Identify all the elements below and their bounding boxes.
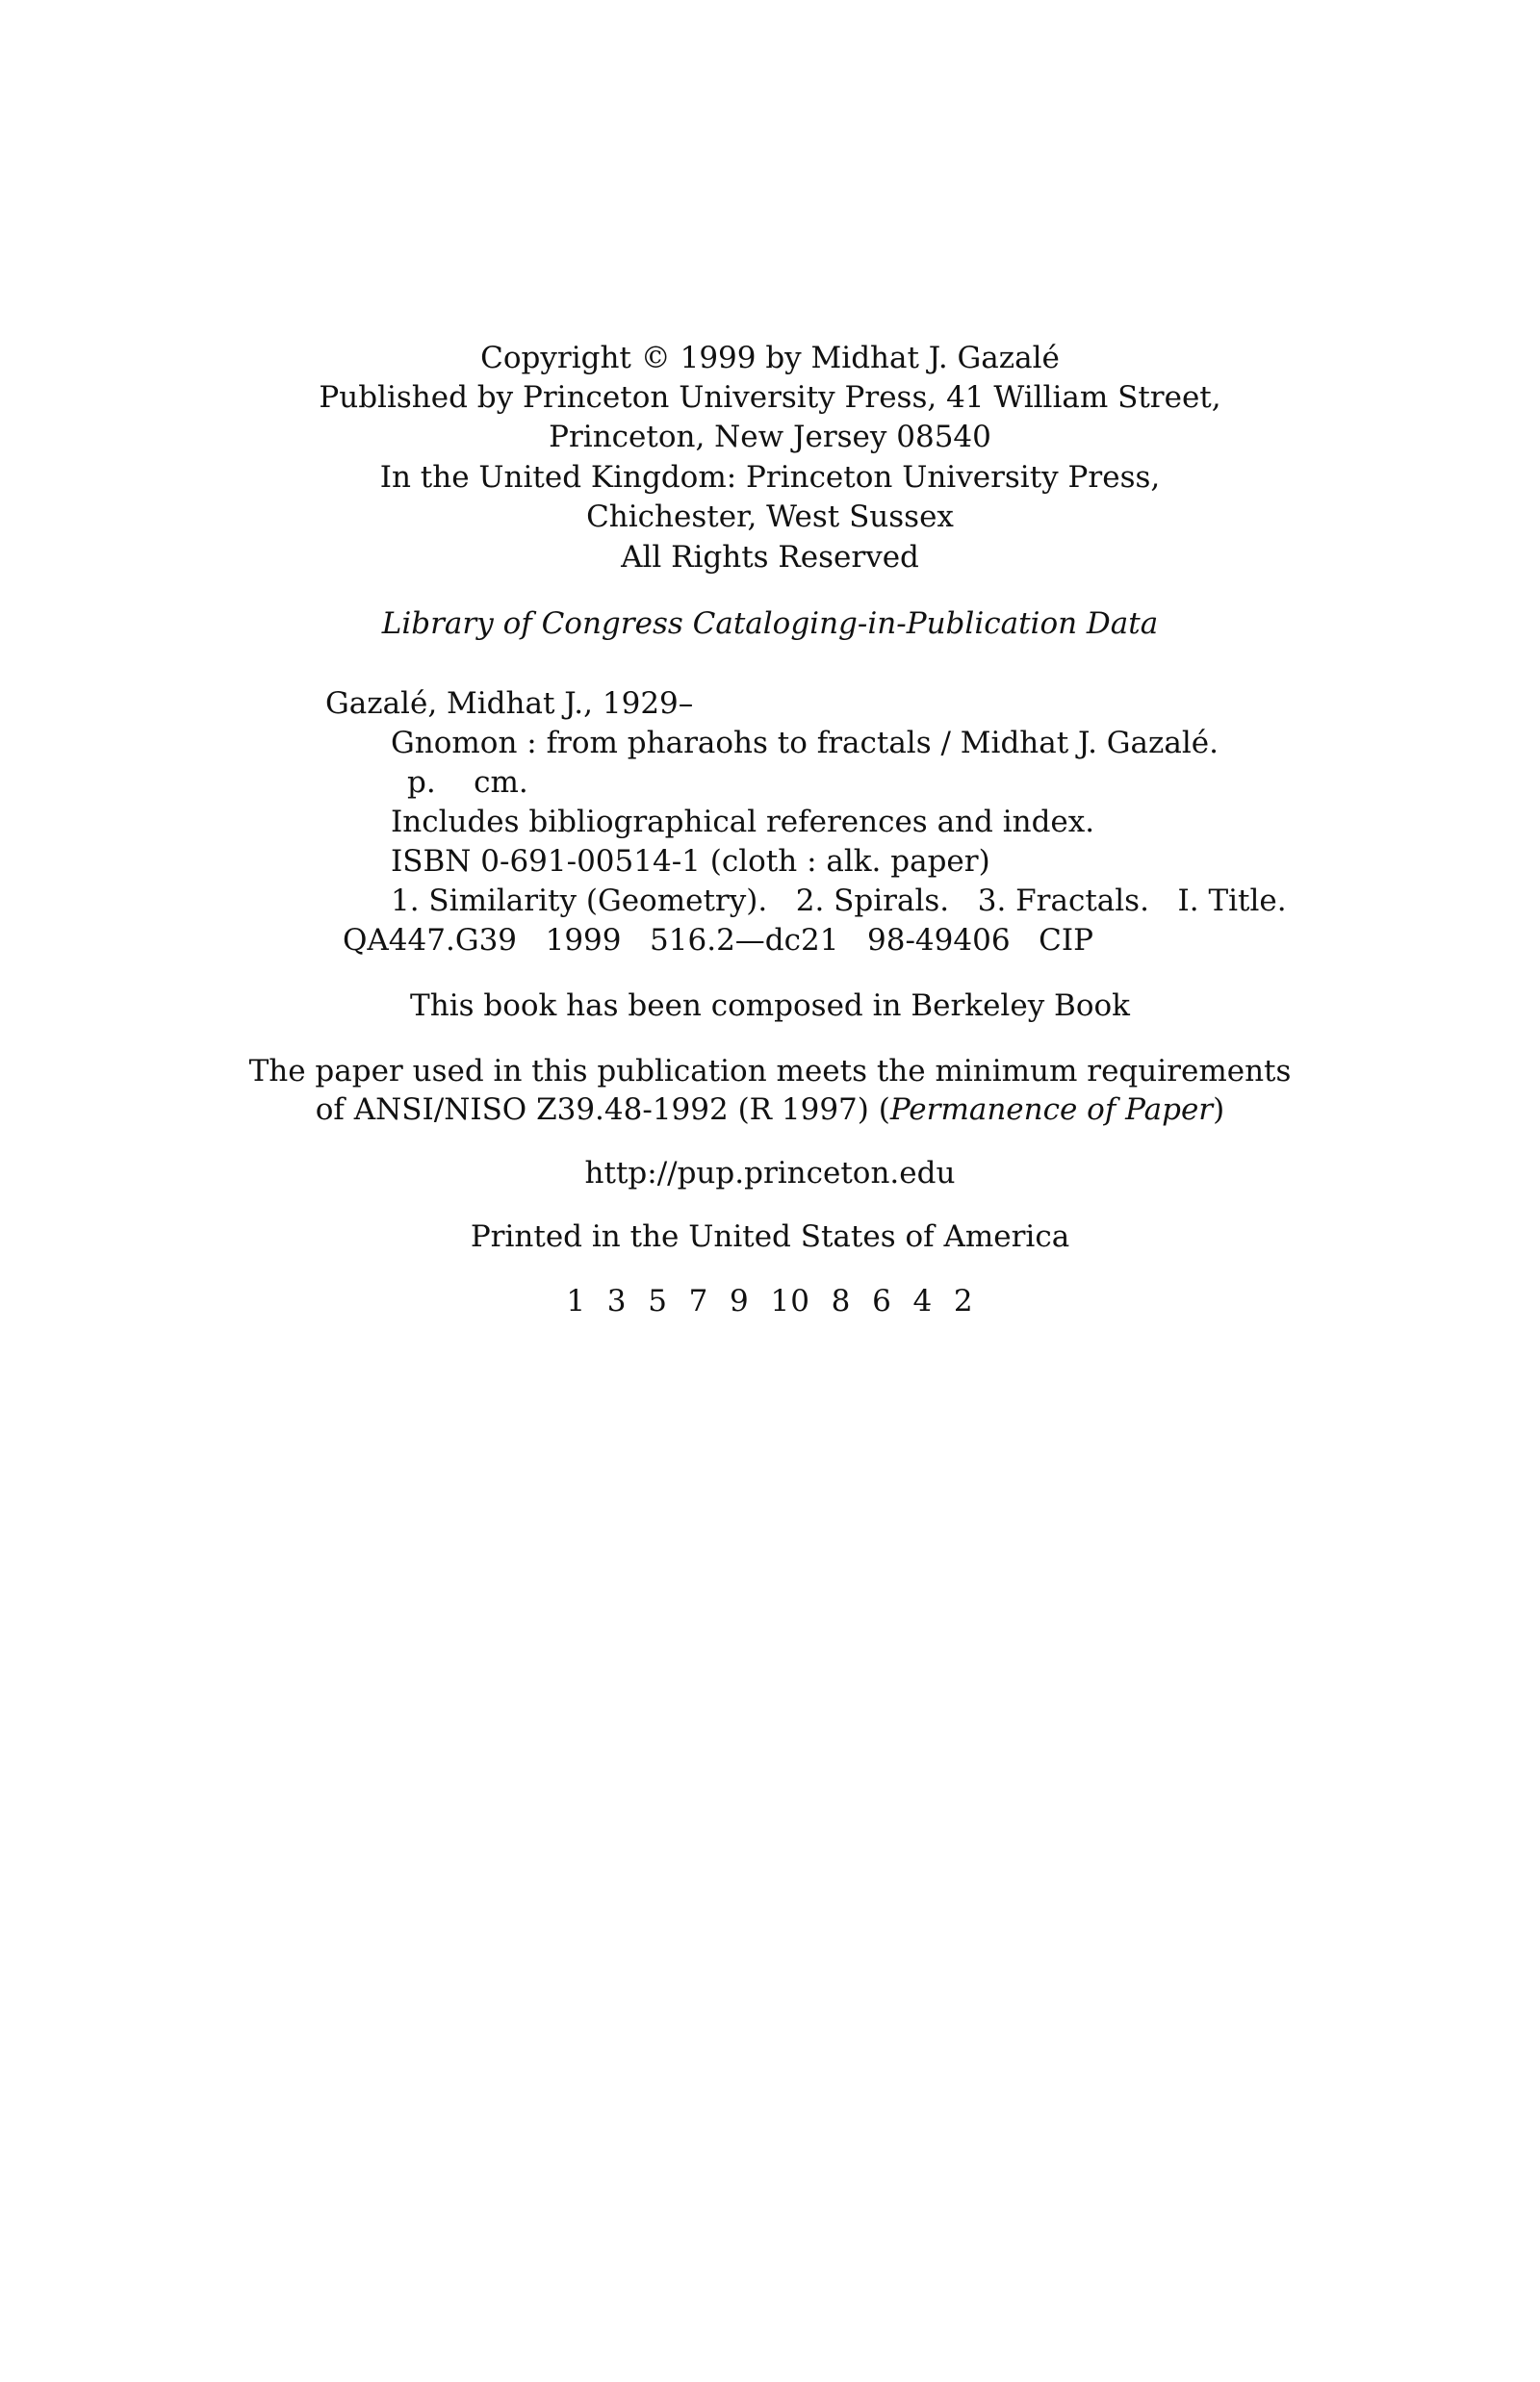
cip-title: Gnomon : from pharaohs to fractals / Midhat J. Gazalé. xyxy=(391,726,1219,760)
cip-heading: Library of Congress Cataloging-in-Publication Data xyxy=(381,606,1159,641)
publisher-address-line: Princeton, New Jersey 08540 xyxy=(549,420,991,454)
cip-physical: p. cm. xyxy=(407,765,528,800)
copyright-line: Copyright © 1999 by Midhat J. Gazalé xyxy=(480,341,1060,375)
paper-line-2-prefix: of ANSI/NISO Z39.48-1992 (R 1997) ( xyxy=(315,1092,890,1127)
permanence-of-paper: Permanence of Paper xyxy=(889,1092,1214,1127)
paper-line-2 xyxy=(0,1090,1540,1129)
publisher-url: http://pup.princeton.edu xyxy=(584,1156,956,1191)
typeface-note: This book has been composed in Berkeley Book xyxy=(410,988,1130,1023)
paper-line-1: The paper used in this publication meets the minimum requirements xyxy=(248,1054,1292,1089)
rights-line: All Rights Reserved xyxy=(621,540,919,575)
printed-in-line: Printed in the United States of America xyxy=(470,1219,1070,1254)
cip-subjects: 1. Similarity (Geometry). 2. Spirals. 3. Fractals. I. Title. xyxy=(391,884,1287,918)
cip-notes: Includes bibliographical references and index. xyxy=(391,805,1095,839)
cip-author: Gazalé, Midhat J., 1929– xyxy=(325,686,694,721)
uk-publisher-line: In the United Kingdom: Princeton University Press, xyxy=(379,460,1161,495)
paper-line-2-suffix: ) xyxy=(1213,1092,1225,1127)
cip-isbn: ISBN 0-691-00514-1 (cloth : alk. paper) xyxy=(391,844,990,879)
cip-classification: QA447.G39 1999 516.2—dc21 98-49406 CIP xyxy=(343,923,1093,958)
publisher-line: Published by Princeton University Press, 41 William Street, xyxy=(319,380,1221,415)
printing-number-line: 1 3 5 7 9 10 8 6 4 2 xyxy=(566,1284,974,1319)
uk-address-line: Chichester, West Sussex xyxy=(586,499,954,534)
